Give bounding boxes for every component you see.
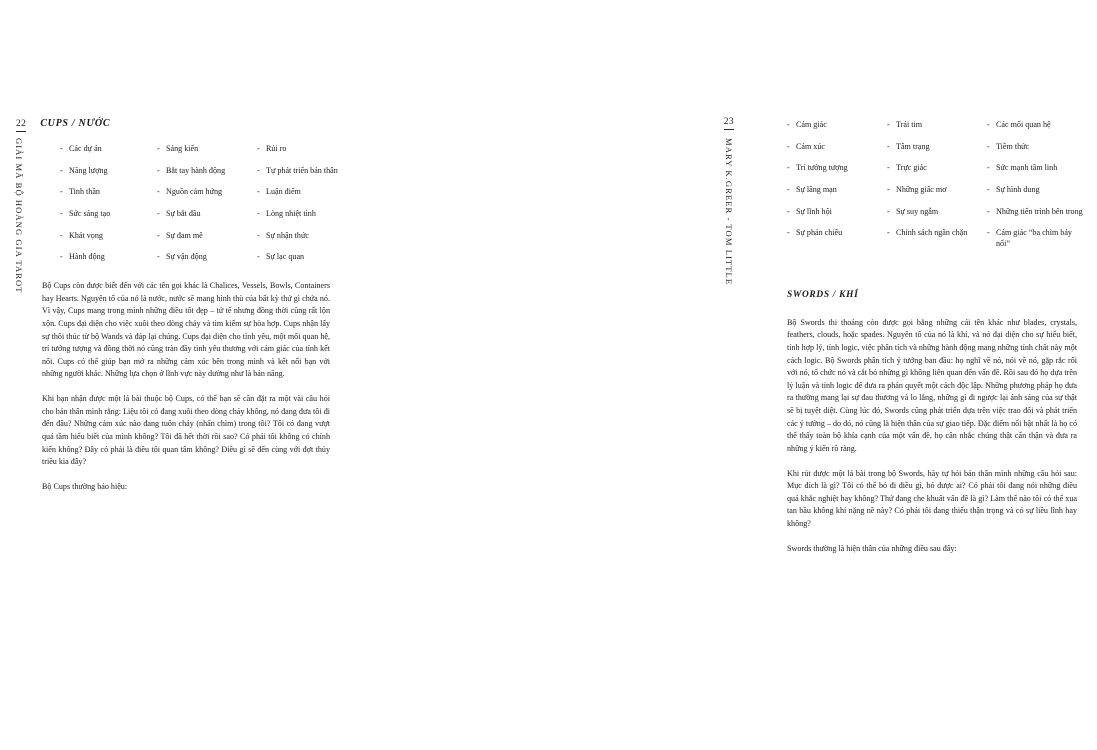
list-item (257, 209, 349, 220)
bullet-dash-icon: - (257, 165, 260, 175)
paragraph: Khi rút được một lá bài trong bộ Swords, hãy tự hỏi bản thân mình những câu hỏi sau: Mục đích là gì? Tôi có thể bỏ đi điều gì, bỏ được ai? Có phải tôi đang nói những điều quá khắc nghiệt hay không? Thứ đang che khuất vấn đề là gì? Làm thế nào tôi có thể xua tan bầu không khí nặng nề này? Có phải tôi đang thiếu thận trọng và có sự liều lĩnh hay không? (787, 468, 1077, 529)
list-item-label: Tinh thần (69, 187, 100, 197)
bullet-dash-icon: - (60, 144, 63, 153)
page-number-right: 23 (724, 118, 734, 130)
bullet-dash-icon: - (60, 209, 63, 219)
left-bullet-grid (60, 144, 360, 274)
list-item-label: Cảm giác “ba chìm bảy nổi” (996, 228, 1072, 249)
list-item-label: Các mối quan hệ (996, 120, 1051, 129)
bullet-dash-icon: - (787, 185, 790, 195)
bullet-dash-icon: - (257, 187, 260, 197)
right-page-header (724, 118, 734, 130)
bullet-dash-icon: - (787, 206, 790, 216)
list-item (257, 166, 349, 177)
list-item (987, 228, 1087, 249)
list-item (787, 207, 887, 218)
list-item-label: Những tiến trình bên trong (996, 206, 1083, 216)
list-item-label: Sự hình dung (996, 185, 1040, 195)
bullet-dash-icon: - (60, 230, 63, 240)
list-item-label: Cảm xúc (796, 141, 825, 151)
list-item-label: Cảm giác (796, 120, 827, 129)
paragraph: Khi bạn nhận được một lá bài thuộc bộ Cups, có thể bạn sẽ cần đặt ra một vài câu hỏi cho bản thân mình rằng: Liệu tôi có đang xuôi theo dòng chảy không, nó đang đưa tôi đi đến đâu? Những cảm xúc nào đang tuôn chảy (nhấn chìm) trong tôi? Tôi có đang vượt quá tầm hiểu biết của mình không? Tôi đã hết thời rồi sao? Có phải tôi không có chính kiến không? Đây có phải là điều tôi quan tâm không? Điều gì sẽ đến cùng với đợt thủy triều kia đây? (42, 394, 330, 467)
bullet-dash-icon: - (157, 165, 160, 175)
bullet-dash-icon: - (887, 163, 890, 173)
list-item (887, 207, 987, 218)
list-item (987, 142, 1087, 153)
list-item-label: Tâm trạng (896, 141, 930, 151)
bullet-dash-icon: - (887, 141, 890, 151)
list-item-label: Trí tưởng tượng (796, 163, 848, 173)
bullet-dash-icon: - (987, 163, 990, 173)
right-bullet-grid (787, 120, 1097, 261)
list-item-label: Sáng kiến (166, 144, 199, 153)
list-item-label: Lòng nhiệt tình (266, 209, 316, 219)
list-item-label: Sự nhận thức (266, 230, 309, 240)
bullet-dash-icon: - (787, 120, 790, 129)
bullet-dash-icon: - (987, 206, 990, 216)
bullet-dash-icon: - (887, 185, 890, 195)
list-item (887, 185, 987, 196)
list-item-label: Sự lĩnh hội (796, 206, 832, 216)
page-left (0, 0, 375, 750)
list-item (887, 163, 987, 174)
left-bullet-column-3 (257, 144, 349, 274)
bullet-dash-icon: - (157, 144, 160, 153)
bullet-dash-icon: - (787, 228, 790, 238)
list-item-label: Sự lạc quan (266, 252, 305, 262)
list-item (787, 142, 887, 153)
list-item (157, 209, 257, 220)
list-item-label: Tự phát triển bản thân (266, 165, 338, 175)
list-item (157, 166, 257, 177)
list-item-label: Chính sách ngăn chặn (896, 228, 968, 238)
bullet-dash-icon: - (257, 230, 260, 240)
bullet-dash-icon: - (887, 120, 890, 129)
paragraph: Bộ Swords thi thoảng còn được gọi bằng những cái tên khác như blades, crystals, feathers, clouds, hoặc spades. Nguyên tố của nó là khí, và nó đại diện cho sự hiểu biết, tính hợp lý, tính logic, việc phân tích và những hành động mang những tính chất này một cách logic. Bộ Swords phân tích ý tưởng ban đầu: họ nghĩ về nó, nói về nó, gặp rắc rối với nó, tổ chức nó và cắt bỏ những gì không liên quan đến vấn đề. Rồi sau đó họ dựa trên lý luận và tính logic để đưa ra phán quyết một cách độc lập. Những phương pháp họ đưa ra thường mang lại sự đau thương và lo lắng, những gì đi ngược lại ánh sáng của sự thật sẽ bị tuyệt diệt. Cùng lúc đó, Swords cũng phát triển dựa trên việc trao đổi và phát triển các ý tưởng – do đó, nó cũng là hiện thân của sự giao tiếp. Đặc điểm nổi bật nhất là họ có thể thấy toàn bộ khía cạnh của một vấn đề, họ cân nhắc chúng thật cẩn thận và đưa ra những ý kiến rõ ràng. (787, 317, 1077, 453)
list-item-label: Hành động (69, 252, 105, 262)
list-item-label: Sức mạnh tâm linh (996, 163, 1058, 173)
list-item (887, 142, 987, 153)
list-item-label: Sự phản chiếu (796, 228, 843, 238)
bullet-dash-icon: - (157, 230, 160, 240)
list-item (60, 144, 157, 155)
left-page-header (16, 118, 110, 132)
paragraph: Bộ Cups thường báo hiệu: (42, 481, 128, 491)
page-number-left: 22 (16, 120, 26, 132)
bullet-dash-icon: - (157, 187, 160, 197)
bullet-dash-icon: - (257, 209, 260, 219)
list-item (60, 252, 157, 263)
list-item (257, 231, 349, 242)
paragraph: Swords thường là hiện thân của những điều sau đây: (787, 543, 957, 553)
left-running-title: GIẢI MÃ BỘ HOÀNG GIA TAROT (14, 138, 24, 294)
section-title-swords: SWORDS / KHÍ (787, 290, 859, 300)
bullet-dash-icon: - (987, 120, 990, 129)
left-body-text (42, 280, 330, 505)
list-item-label: Luận điểm (266, 187, 301, 197)
list-item (60, 166, 157, 177)
bullet-dash-icon: - (987, 185, 990, 195)
list-item-label: Sức sáng tạo (69, 209, 111, 219)
left-bullet-column-2 (157, 144, 257, 274)
bullet-dash-icon: - (60, 252, 63, 262)
bullet-dash-icon: - (257, 252, 260, 262)
bullet-dash-icon: - (257, 144, 260, 153)
right-running-title: MARY K.GREER - TOM LITTLE (724, 138, 734, 286)
chapter-title-left: CUPS / NƯỚC (40, 118, 111, 129)
bullet-dash-icon: - (787, 141, 790, 151)
list-item (157, 231, 257, 242)
list-item (257, 187, 349, 198)
bullet-dash-icon: - (987, 141, 990, 151)
list-item-label: Tiềm thức (996, 141, 1030, 151)
list-item (60, 187, 157, 198)
list-item-label: Sự bắt đầu (166, 209, 201, 219)
left-bullet-column-1 (60, 144, 157, 274)
list-item-label: Bắt tay hành động (166, 165, 226, 175)
bullet-dash-icon: - (157, 209, 160, 219)
list-item (987, 120, 1087, 131)
list-item (157, 187, 257, 198)
list-item (987, 163, 1087, 174)
list-item (257, 144, 349, 155)
list-item-label: Trái tim (896, 120, 923, 129)
list-item (157, 144, 257, 155)
list-item-label: Sự lãng mạn (796, 185, 837, 195)
list-item (787, 185, 887, 196)
left-running-title-container (13, 138, 27, 358)
right-body-text (787, 288, 1077, 567)
list-item (987, 207, 1087, 218)
list-item-label: Sự vận động (166, 252, 207, 262)
right-bullet-column-1 (787, 120, 887, 261)
right-bullet-column-2 (887, 120, 987, 261)
list-item-label: Sự đam mê (166, 230, 203, 240)
list-item (60, 231, 157, 242)
right-bullet-column-3 (987, 120, 1087, 261)
list-item (60, 209, 157, 220)
right-running-title-container (723, 138, 737, 378)
bullet-dash-icon: - (787, 163, 790, 173)
list-item-label: Sự suy ngẫm (896, 206, 939, 216)
list-item (787, 163, 887, 174)
page-right (375, 0, 1083, 750)
list-item-label: Trực giác (896, 163, 927, 173)
bullet-dash-icon: - (60, 187, 63, 197)
list-item-label: Các dự án (69, 144, 102, 153)
bullet-dash-icon: - (887, 228, 890, 238)
list-item-label: Những giấc mơ (896, 185, 947, 195)
list-item (887, 120, 987, 131)
bullet-dash-icon: - (887, 206, 890, 216)
list-item (887, 228, 987, 239)
bullet-dash-icon: - (987, 228, 990, 238)
list-item (987, 185, 1087, 196)
list-item (787, 228, 887, 239)
paragraph: Bộ Cups còn được biết đến với các tên gọi khác là Chalices, Vessels, Bowls, Containers hay Hearts. Nguyên tố của nó là nước, nước sẽ mang hình thù của bất kỳ thứ gì chứa nó. Vì vậy, Cups mang trong mình những điều tốt đẹp – tử tế nhưng đồng thời cũng rất lộn xộn. Cups đại diện cho việc xuôi theo dòng chảy và tìm kiếm sự hòa hợp. Cups nhận lấy sự thôi thúc từ bộ Wands và đáp lại chúng. Cups đại diện cho tình yêu, một mối quan hệ, trí tưởng tượng và đồng thời nó cũng tràn đầy tình yêu thương với cảm giác của tính kết nối. Cups có thể giúp bạn mở ra những cảm xúc bên trong mình và kết nối bạn với những người khác. Những lựa chọn ở lĩnh vực này dường như là bản năng. (42, 281, 330, 379)
list-item (257, 252, 349, 263)
list-item-label: Khát vọng (69, 230, 103, 240)
bullet-dash-icon: - (157, 252, 160, 262)
list-item (157, 252, 257, 263)
list-item (787, 120, 887, 131)
list-item-label: Năng lượng (69, 165, 108, 175)
bullet-dash-icon: - (60, 165, 63, 175)
list-item-label: Nguồn cảm hứng (166, 187, 223, 197)
list-item-label: Rủi ro (266, 144, 287, 153)
